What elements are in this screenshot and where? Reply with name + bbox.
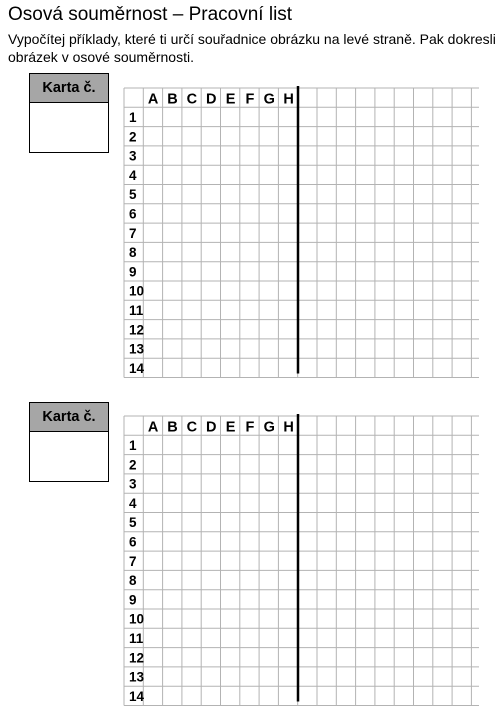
column-label: B (167, 91, 178, 108)
row-label: 1 (129, 109, 137, 125)
row-label: 10 (129, 611, 145, 627)
row-label: 7 (129, 225, 137, 241)
row-label: 9 (129, 264, 137, 280)
column-label: G (263, 419, 275, 436)
column-label: B (167, 419, 178, 436)
instructions: Vypočítej příklady, které ti určí souřadnice obrázku na levé straně. Pak dokresli obrázek v osové souměrnosti. (8, 31, 496, 65)
grid-1[interactable] (124, 86, 479, 378)
row-label: 13 (129, 669, 145, 685)
row-label: 3 (129, 476, 137, 492)
column-label: F (245, 419, 255, 436)
row-label: 14 (129, 360, 145, 376)
row-label: 7 (129, 553, 137, 569)
row-label: 12 (129, 650, 145, 666)
column-label: A (147, 91, 159, 108)
row-label: 12 (129, 322, 145, 338)
row-label: 10 (129, 283, 145, 299)
card-label: Karta č. (30, 74, 108, 103)
column-label: D (205, 91, 217, 108)
row-label: 2 (129, 457, 137, 473)
row-label: 1 (129, 437, 137, 453)
column-label: C (186, 91, 198, 108)
column-label: E (225, 419, 236, 436)
column-label: H (283, 91, 294, 108)
card-label: Karta č. (30, 403, 108, 432)
row-label: 6 (129, 534, 137, 550)
row-label: 5 (129, 187, 137, 203)
grid-2[interactable] (124, 414, 479, 706)
row-label: 14 (129, 688, 145, 704)
page-title: Osová souměrnost – Pracovní list (8, 4, 293, 25)
column-label: G (263, 91, 275, 108)
row-label: 2 (129, 129, 137, 145)
row-label: 6 (129, 206, 137, 222)
row-label: 8 (129, 245, 137, 261)
row-label: 11 (129, 630, 144, 646)
row-label: 5 (129, 515, 137, 531)
column-label: F (245, 91, 255, 108)
row-label: 13 (129, 341, 145, 357)
column-label: D (205, 419, 217, 436)
row-label: 8 (129, 573, 137, 589)
column-label: E (225, 91, 236, 108)
column-label: C (186, 419, 198, 436)
row-label: 4 (129, 167, 137, 183)
row-label: 11 (129, 302, 144, 318)
row-label: 4 (129, 495, 137, 511)
column-label: H (283, 419, 294, 436)
row-label: 3 (129, 148, 137, 164)
row-label: 9 (129, 592, 137, 608)
column-label: A (147, 419, 159, 436)
